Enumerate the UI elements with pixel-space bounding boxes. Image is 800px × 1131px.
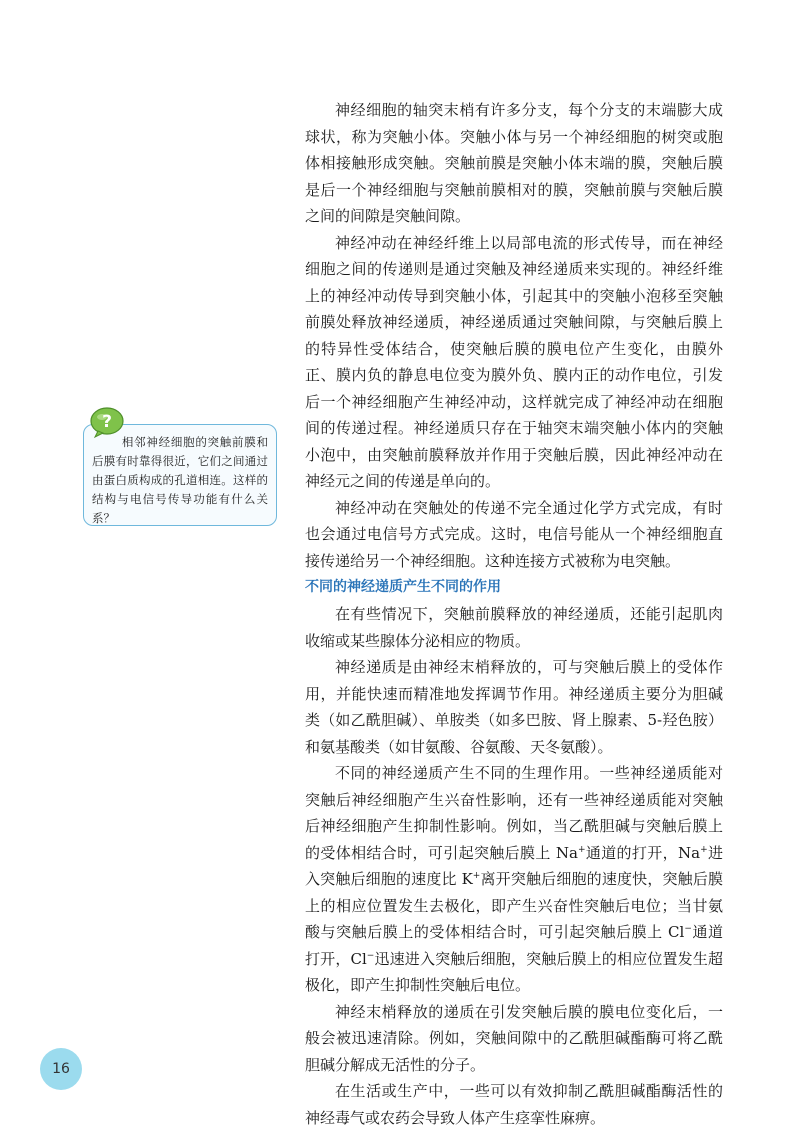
ion-text-1: 不同的神经递质产生不同的生理作用。一些神经递质能对突触后神经细胞产生兴奋性影响，还有一些神经递质能对突触后神经细胞产生抑制性影响。例如，当乙酰胆碱与突触后膜上的受体相结合时，可引起突触后膜上 Na <box>305 764 723 862</box>
question-bubble-icon <box>88 405 126 439</box>
paragraph-impulse-transmission: 神经冲动在神经纤维上以局部电流的形式传导，而在神经细胞之间的传递则是通过突触及神经递质来实现的。神经纤维上的神经冲动传导到突触小体，引起其中的突触小泡移至突触前膜处释放神经递质，神经递质通过突触间隙，与突触后膜上的特异性受体结合，使突触后膜的膜电位产生变化，由膜外正、膜内负的静息电位变为膜外负、膜内正的动作电位，引发后一个神经细胞产生神经冲动，这样就完成了神经冲动在细胞间的传递过程。神经递质只存在于轴突末端突触小体内的突触小泡中，由突触前膜释放并作用于突触后膜，因此神经冲动在神经元之间的传递是单向的。 <box>305 233 723 490</box>
paragraph-synapse-structure: 神经细胞的轴突末梢有许多分支，每个分支的末端膨大成球状，称为突触小体。突触小体与另一个神经细胞的树突或胞体相接触形成突触。突触前膜是突触小体末端的膜，突触后膜是后一个神经细胞与突触前膜相对的膜，突触前膜与突触后膜之间的间隙是突触间隙。 <box>305 101 723 225</box>
ion-text-3: 进入突触后细胞的速度比 K <box>305 843 723 888</box>
sidebar-question-text: 相邻神经细胞的突触前膜和后膜有时靠得很近，它们之间通过由蛋白质构成的孔道相连。这样的结构与电信号传导功能有什么关系？ <box>92 435 268 525</box>
paragraph-electrical-synapse: 神经冲动在突触处的传递不完全通过化学方式完成，有时也会通过电信号方式完成。这时，电信号能从一个神经细胞直接传递给另一个神经细胞。这种连接方式被称为电突触。 <box>305 498 723 570</box>
paragraph-muscle-gland: 在有些情况下，突触前膜释放的神经递质，还能引起肌肉收缩或某些腺体分泌相应的物质。 <box>305 605 723 650</box>
sodium-charge-1: + <box>577 844 586 855</box>
ion-text-5: 通道打开，Cl <box>305 923 723 968</box>
main-text-column <box>305 97 723 1131</box>
sodium-charge-2: + <box>700 844 708 855</box>
page-number-badge <box>40 1048 82 1090</box>
paragraph-neurotransmitter-types: 神经递质是由神经末梢释放的，可与突触后膜上的受体作用，并能快速而精准地发挥调节作用。神经递质主要分为胆碱类（如乙酰胆碱）、单胺类（如多巴胺、肾上腺素、5-羟色胺）和氨基酸类（如甘氨酸、谷氨酸、天冬氨酸）。 <box>305 658 723 756</box>
chloride-charge-2: − <box>366 950 375 961</box>
paragraph-nerve-gas: 在生活或生产中，一些可以有效抑制乙酰胆碱酯酶活性的神经毒气或农药会导致人体产生痉挛性麻痹。 <box>305 1082 723 1127</box>
section-heading: 不同的神经递质产生不同的作用 <box>305 579 501 595</box>
question-mark-glyph: ? <box>102 412 112 432</box>
page-number: 16 <box>52 1061 70 1077</box>
paragraph-excitatory-inhibitory <box>305 760 723 999</box>
ion-text-2: 通道的打开，Na <box>585 843 701 862</box>
sidebar-question-box <box>83 424 277 526</box>
paragraph-transmitter-clearance: 神经末梢释放的递质在引发突触后膜的膜电位变化后，一般会被迅速清除。例如，突触间隙中的乙酰胆碱酯酶可将乙酰胆碱分解成无活性的分子。 <box>305 1002 723 1074</box>
potassium-charge: + <box>472 871 481 881</box>
chloride-charge-1: − <box>684 924 692 934</box>
ion-text-4: 离开突触后细胞的速度快，突触后膜上的相应位置发生去极化，即产生兴奋性突触后电位；当甘氨酸与突触后膜上的受体相结合时，可引起突触后膜上 Cl <box>305 870 723 941</box>
ion-text-6: 迅速进入突触后细胞，突触后膜上的相应位置发生超极化，即产生抑制性突触后电位。 <box>305 949 723 994</box>
